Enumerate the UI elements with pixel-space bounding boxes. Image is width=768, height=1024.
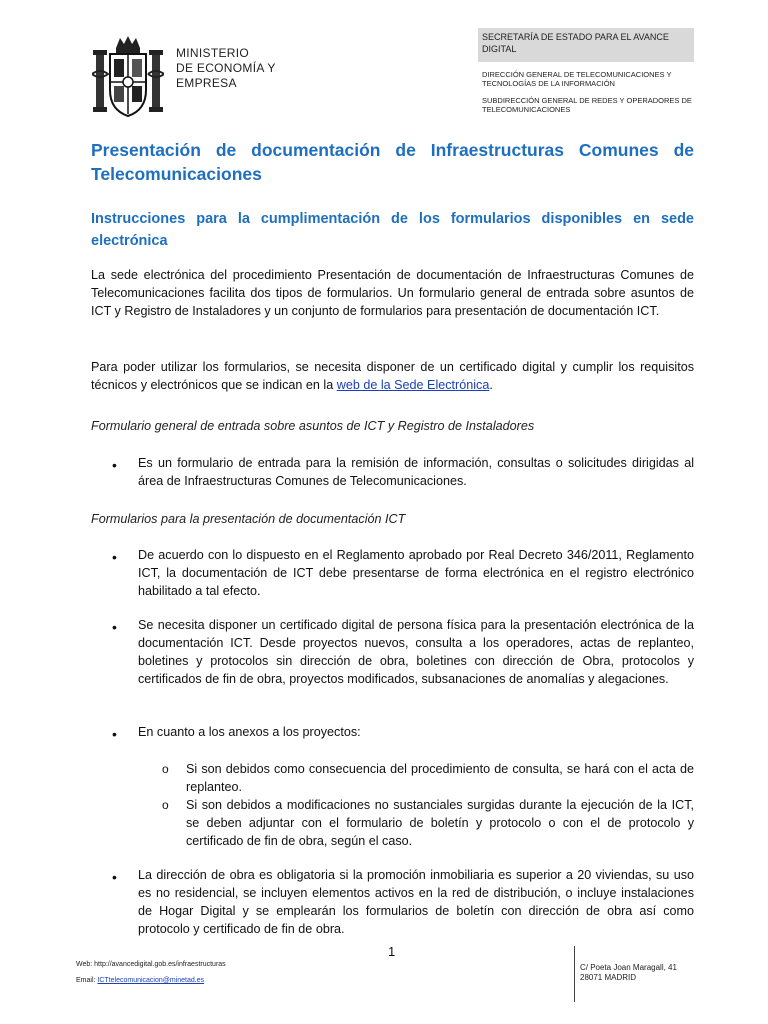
footer-divider	[574, 946, 575, 1002]
subdireccion-general: SUBDIRECCIÓN GENERAL DE REDES Y OPERADORES DE TELECOMUNICACIONES	[482, 96, 692, 114]
list-item: En cuanto a los anexos a los proyectos:	[138, 725, 361, 739]
coat-of-arms-logo	[92, 34, 164, 120]
sub-list-item: Si son debidos a modificaciones no sustanciales surgidas durante la ejecución de la ICT, se deben adjuntar con el formulario de boletín y protocolo o con el de protocolo y certificado de fin de obra, según el caso.	[186, 798, 694, 848]
bullet-symbol: •	[112, 549, 117, 565]
footer-web: Web: http://avancedigital.gob.es/infraestructuras	[76, 961, 226, 968]
list-item: La dirección de obra es obligatoria si la promoción inmobiliaria es superior a 20 viviendas, su uso es no residencial, se incluyen elementos activos en la red de distribución, o incluye instalaciones de Hogar Digital y se emplearán los formularios de boletín con dirección de obra así como protocolo y certificado de fin de obra.	[138, 868, 694, 936]
list-item: Se necesita disponer un certificado digital de persona física para la presentación electrónica de la documentación ICT. Desde proyectos nuevos, consulta a los operadores, actas de replanteo, boletines y protocolos sin dirección de obra, boletines con dirección de Obra, protocolos y certificados de fin de obra, proyectos modificados, subsanaciones de anomalías y alegaciones.	[138, 618, 694, 686]
bullet-symbol: •	[112, 726, 117, 742]
ministry-name: MINISTERIO DE ECONOMÍA Y EMPRESA	[176, 46, 276, 90]
document-title: Presentación de documentación de Infraestructuras Comunes de Telecomunicaciones	[91, 140, 694, 184]
sub-bullet-symbol: o	[162, 762, 169, 776]
list-item: Es un formulario de entrada para la remisión de información, consultas o solicitudes dirigidas al área de Infraestructuras Comunes de Telecomunicaciones.	[138, 456, 694, 488]
bullet-symbol: •	[112, 619, 117, 635]
email-link[interactable]: ICTtelecomunicacion@minetad.es	[97, 977, 205, 984]
secretaria-box: SECRETARÍA DE ESTADO PARA EL AVANCE DIGITAL	[478, 28, 694, 62]
document-subtitle: Instrucciones para la cumplimentación de los formularios disponibles en sede electrónica	[91, 211, 694, 249]
bullet-symbol: •	[112, 869, 117, 885]
direccion-general: DIRECCIÓN GENERAL DE TELECOMUNICACIONES Y TECNOLOGÍAS DE LA INFORMACIÓN	[482, 70, 672, 88]
intro-paragraph: La sede electrónica del procedimiento Presentación de documentación de Infraestructuras Comunes de Telecomunicaciones facilita dos tipos de formularios. Un formulario general de entrada sobre asuntos de ICT y Registro de Instaladores y un conjunto de formularios para presentación de documentación ICT.	[91, 268, 694, 318]
sub-bullet-symbol: o	[162, 798, 169, 812]
sede-electronica-link[interactable]: web de la Sede Electrónica	[336, 378, 490, 392]
page-number: 1	[388, 944, 396, 959]
footer-address: C/ Poeta Joan Maragall, 41 28071 MADRID	[580, 963, 677, 982]
footer-email: Email: ICTtelecomunicacion@minetad.es	[76, 977, 205, 984]
section-heading-general: Formulario general de entrada sobre asuntos de ICT y Registro de Instaladores	[91, 419, 535, 433]
section-heading-ict: Formularios para la presentación de documentación ICT	[91, 512, 406, 526]
requirements-paragraph: Para poder utilizar los formularios, se necesita disponer de un certificado digital y cumplir los requisitos técnicos y electrónicos que se indican en la web de la Sede Electrónica.	[91, 360, 694, 392]
sub-list-item: Si son debidos como consecuencia del procedimiento de consulta, se hará con el acta de replanteo.	[186, 762, 694, 794]
bullet-symbol: •	[112, 457, 117, 473]
list-item: De acuerdo con lo dispuesto en el Reglamento aprobado por Real Decreto 346/2011, Reglamento ICT, la documentación de ICT debe presentarse de forma electrónica en el registro electrónico habilitado a tal efecto.	[138, 548, 694, 598]
